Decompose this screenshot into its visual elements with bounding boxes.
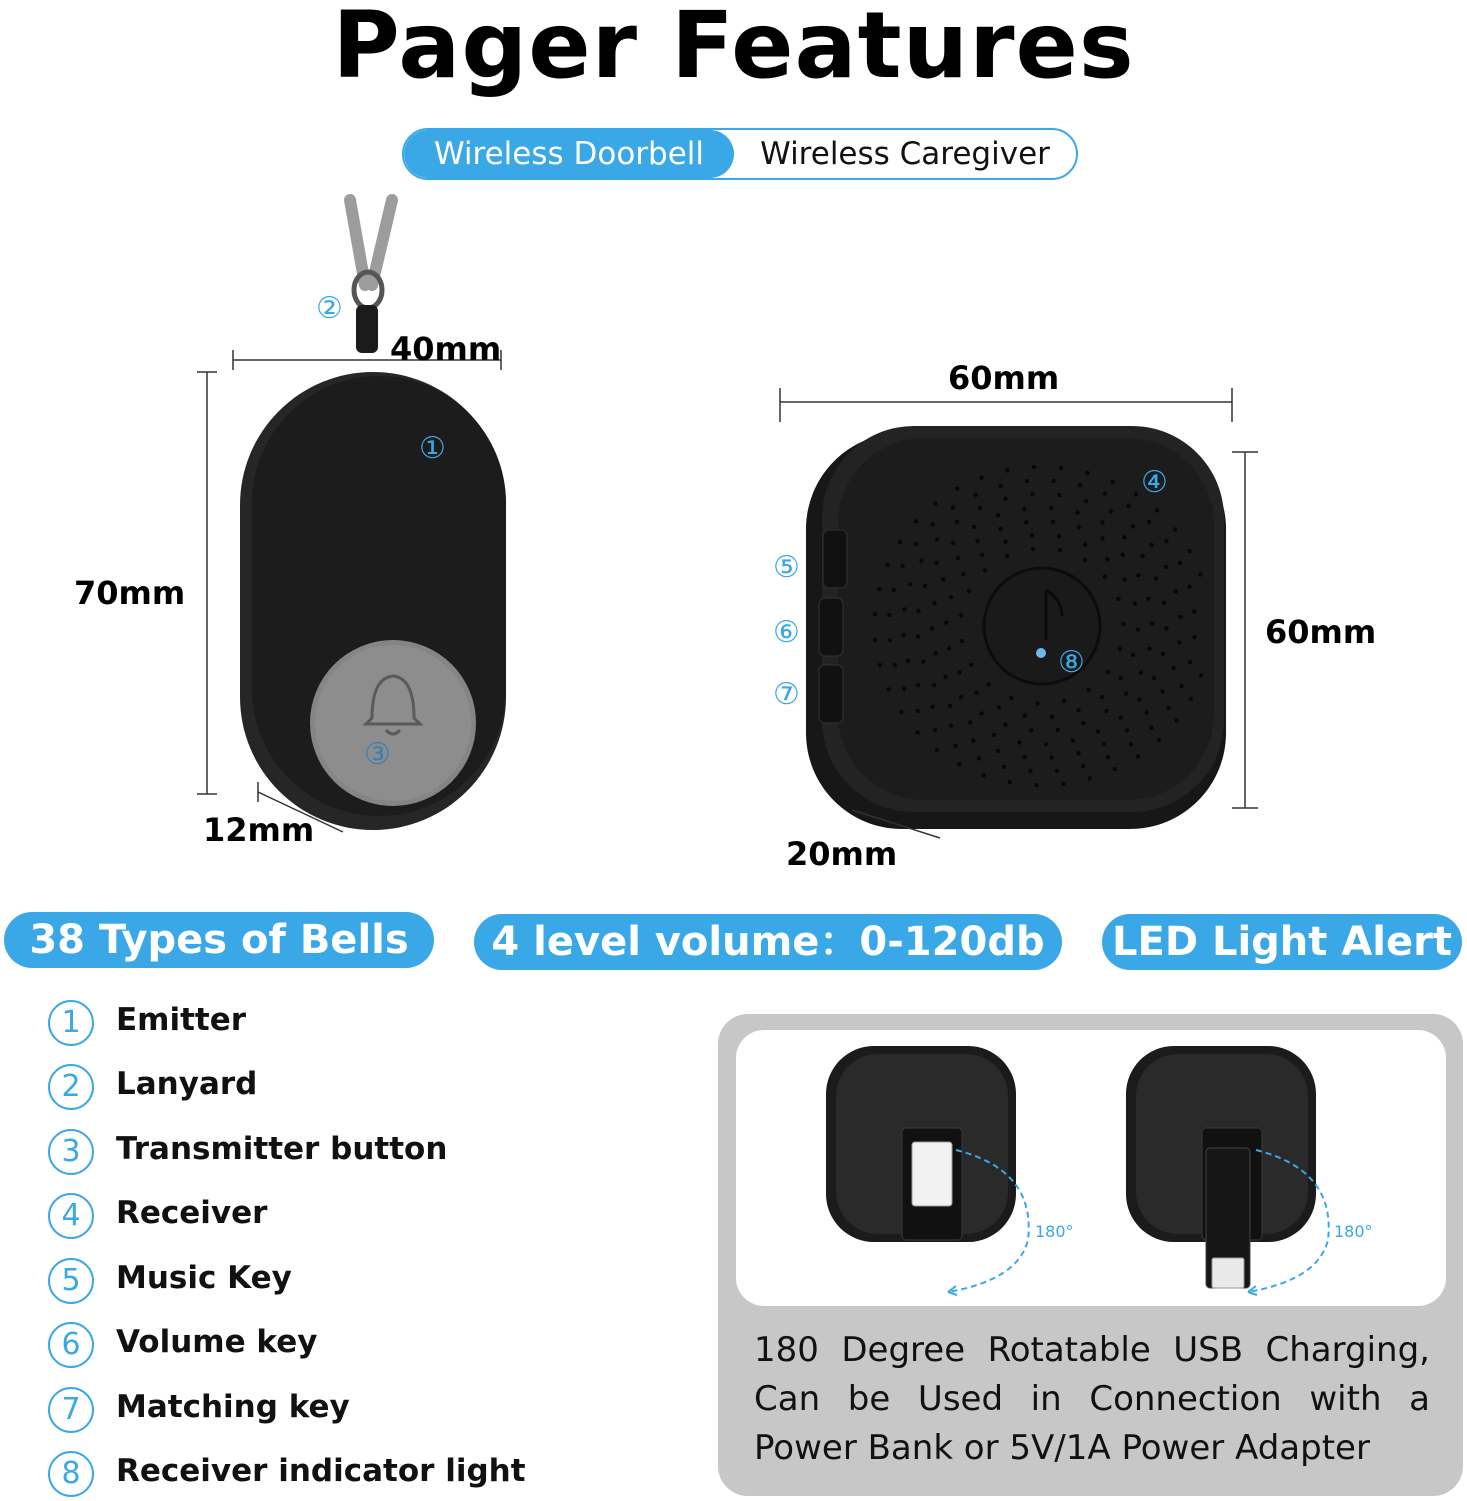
callout-music-key: ⑤ [773, 550, 800, 585]
legend-label: Lanyard [116, 1066, 258, 1102]
transmitter-height-label: 70mm [74, 574, 186, 612]
matching-key-button [819, 665, 843, 723]
tab-wireless-caregiver[interactable]: Wireless Caregiver [760, 136, 1050, 172]
legend-label: Matching key [116, 1389, 350, 1425]
legend-label: Transmitter button [116, 1131, 448, 1167]
usb-rotation-illustration [736, 1030, 1446, 1306]
receiver-width-label: 60mm [948, 359, 1060, 397]
callout-transmitter-button: ③ [364, 737, 391, 772]
volume-key-button [819, 598, 843, 656]
angle-label-left: 180° [1035, 1222, 1074, 1241]
legend-number: 5 [48, 1258, 94, 1304]
legend-label: Volume key [116, 1324, 318, 1360]
feature-volume: 4 level volume：0-120db [474, 914, 1062, 970]
legend-item-emitter [48, 1000, 568, 1050]
callout-lanyard: ② [316, 291, 343, 326]
mode-toggle[interactable] [402, 128, 1078, 180]
product-illustration [0, 190, 1467, 880]
legend-number: 1 [48, 1000, 94, 1046]
callout-indicator-light: ⑧ [1058, 645, 1085, 680]
usb-description: 180 Degree Rotatable USB Charging, Can be Used in Connection with a Power Bank or 5V/1A Power Adapter [754, 1330, 1430, 1468]
legend-item-matching-key [48, 1387, 568, 1437]
legend-item-receiver [48, 1193, 568, 1243]
legend-number: 2 [48, 1064, 94, 1110]
angle-label-right: 180° [1334, 1222, 1373, 1241]
legend-item-transmitter-button [48, 1129, 568, 1179]
callout-volume-key: ⑥ [773, 615, 800, 650]
legend-item-lanyard [48, 1064, 568, 1114]
legend-number: 7 [48, 1387, 94, 1433]
callout-matching-key: ⑦ [773, 677, 800, 712]
legend-item-indicator-light [48, 1451, 568, 1501]
feature-bells: 38 Types of Bells [4, 912, 434, 968]
legend-label: Receiver indicator light [116, 1453, 526, 1489]
page-title: Pager Features [332, 0, 1135, 99]
callout-receiver: ④ [1141, 465, 1168, 500]
callout-emitter: ① [419, 431, 446, 466]
feature-led-alert: LED Light Alert [1102, 914, 1462, 970]
receiver-back-right [1126, 1046, 1329, 1295]
legend-number: 4 [48, 1193, 94, 1239]
receiver-depth-label: 20mm [786, 835, 898, 873]
music-key-button [823, 530, 847, 588]
lanyard [350, 200, 392, 353]
transmitter-width-label: 40mm [390, 330, 502, 368]
transmitter-depth-label: 12mm [203, 811, 315, 849]
indicator-light [1036, 648, 1046, 658]
tab-wireless-doorbell[interactable]: Wireless Doorbell [404, 130, 734, 178]
receiver-back-left [826, 1046, 1029, 1295]
legend-label: Emitter [116, 1002, 247, 1038]
receiver-height-label: 60mm [1265, 613, 1377, 651]
legend-item-music-key [48, 1258, 568, 1308]
legend-number: 6 [48, 1322, 94, 1368]
legend-label: Music Key [116, 1260, 292, 1296]
legend-number: 8 [48, 1451, 94, 1497]
legend-label: Receiver [116, 1195, 268, 1231]
legend-number: 3 [48, 1129, 94, 1175]
legend-item-volume-key [48, 1322, 568, 1372]
